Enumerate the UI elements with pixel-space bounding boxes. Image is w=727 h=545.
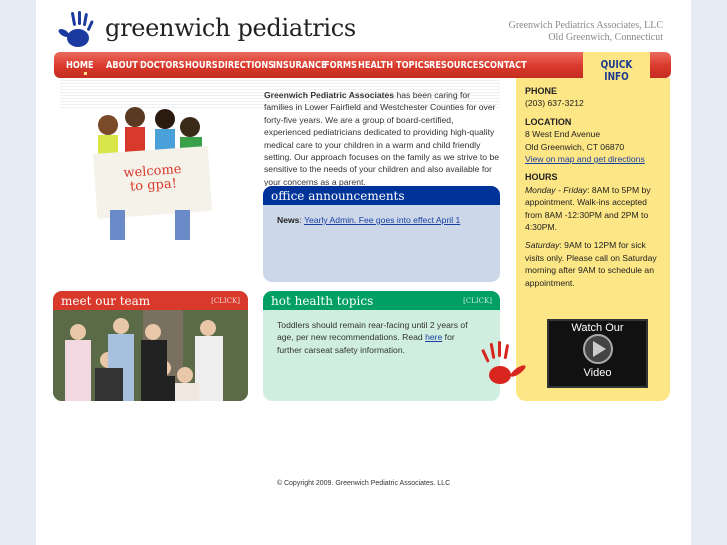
tagline-company: Greenwich Pediatrics Associates, LLC [508, 20, 663, 31]
nav-health-topics[interactable]: HEALTH TOPICS [358, 59, 430, 71]
hot-click-link[interactable]: [CLICK] [463, 296, 492, 305]
saturday-label: Saturday [525, 240, 560, 251]
office-announcements-panel: office announcements News: Yearly Admin. Fee goes into effect April 1 [263, 186, 500, 282]
nav-about[interactable]: ABOUT [106, 59, 138, 71]
intro-body: has been caring for families in Lower Fairfield and Westchester Counties for over forty-five years. We are a group of board-certified, experienced pediatricians dedicated to providing high-quality medical care to your children in a warm and child friendly setting. Our approach focuses on the family as we strive to be sensitive to the needs of your children and also available for your concerns as a parent. [264, 90, 500, 186]
team-header [53, 291, 248, 310]
blue-handprint-logo-icon [58, 10, 102, 50]
meet-our-team-panel[interactable] [53, 291, 248, 401]
saturday-hours [525, 239, 661, 289]
carseat-link[interactable]: here [425, 332, 443, 343]
weekday-hours [525, 184, 661, 234]
nav-resources[interactable]: RESOURCES [429, 59, 485, 71]
hot-header [263, 291, 500, 310]
address-line-2: Old Greenwich, CT 06870 [525, 141, 625, 152]
site-name[interactable]: greenwich pediatrics [105, 14, 356, 42]
kids-welcome-image [80, 105, 220, 245]
watch-video-button[interactable] [547, 319, 648, 388]
welcome-sign-text: welcome to gpa! [122, 162, 182, 195]
video-label-top: Watch Our [571, 322, 624, 334]
news-label: News [277, 215, 300, 225]
hot-text: Toddlers should remain rear-facing until 2 years of age, per new recommendations. Read [277, 320, 468, 343]
video-label-bottom: Video [583, 367, 612, 379]
quick-info-tab[interactable] [583, 52, 650, 83]
tagline [509, 20, 663, 44]
location-label: LOCATION [525, 116, 572, 127]
nav-contact[interactable]: CONTACT [484, 59, 527, 71]
announcements-header [263, 186, 500, 205]
intro-practice-name: Greenwich Pediatric Associates [264, 90, 395, 100]
intro-text [264, 89, 500, 186]
map-directions-link[interactable]: View on map and get directions [525, 154, 645, 165]
team-title: meet our team [61, 293, 151, 308]
nav-forms[interactable]: FORMS [324, 59, 357, 71]
nav-hours[interactable]: HOURS [185, 59, 218, 71]
hot-health-topics-panel [263, 291, 500, 401]
play-icon [581, 334, 615, 364]
nav-directions[interactable]: DIRECTIONS [218, 59, 275, 71]
hours-label: HOURS [525, 172, 558, 183]
phone-number: (203) 637-3212 [525, 98, 584, 109]
phone-label: PHONE [525, 86, 558, 96]
announcements-title: office announcements [271, 188, 405, 203]
address-line-1: 8 West End Avenue [525, 129, 601, 140]
team-photo [53, 310, 248, 401]
weekday-text: : 8AM to 5PM by appointment. Walk-ins accepted from 8AM -12:30PM and 2PM to 4:30PM. [525, 184, 651, 233]
nav-doctors[interactable]: DOCTORS [140, 59, 185, 71]
tagline-location: Old Greenwich, Connecticut [548, 32, 663, 43]
main-nav [54, 52, 671, 78]
hot-title: hot health topics [271, 293, 374, 308]
hot-text-end: for further carseat safety information. [277, 332, 455, 355]
nav-insurance[interactable]: INSURANCE [273, 59, 327, 71]
nav-home[interactable]: HOME [66, 59, 94, 71]
saturday-text: : 9AM to 12PM for sick visits only. Please call on Saturday morning after 9AM to schedule an appointment. [525, 240, 657, 288]
red-handprint-icon [476, 341, 528, 393]
team-click-link[interactable]: [CLICK] [211, 296, 240, 305]
news-link[interactable]: Yearly Admin. Fee goes into effect April 1 [304, 215, 461, 225]
copyright: © Copyright 2009. Greenwich Pediatric Associates. LLC [276, 480, 451, 487]
quick-info-label: QUICK INFO [600, 59, 633, 83]
weekday-label: Monday - Friday [525, 184, 588, 195]
active-indicator [84, 72, 87, 75]
hot-body [263, 310, 483, 365]
